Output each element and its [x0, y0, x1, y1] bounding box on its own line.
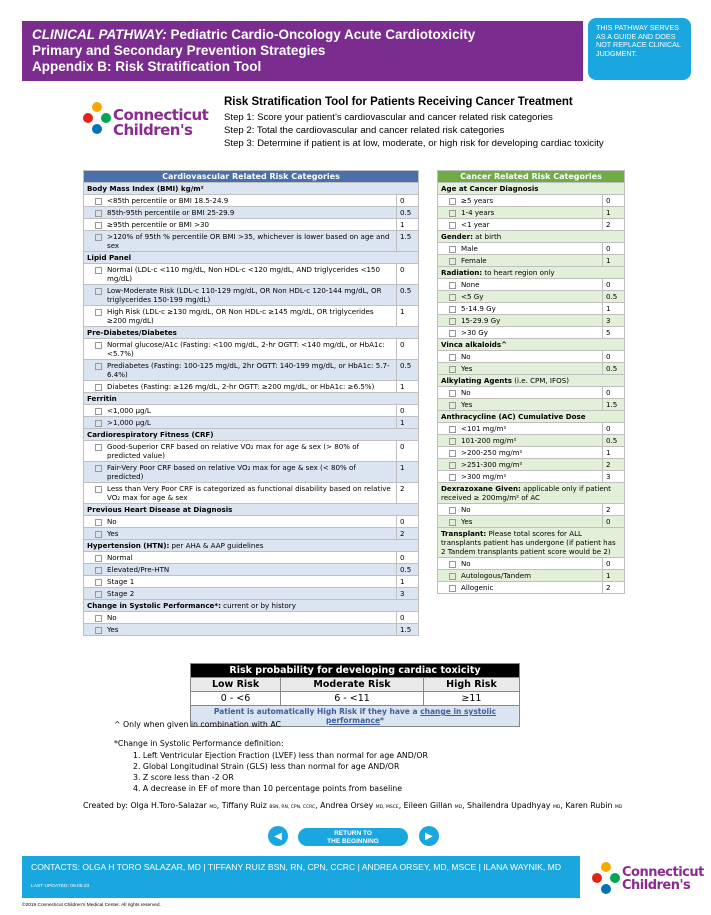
option-label: Yes [461, 517, 473, 526]
return-label-2: THE BEGINNING [327, 837, 379, 845]
section-title: Ferritin [87, 394, 117, 403]
intro [224, 96, 644, 150]
risk-option-row [438, 195, 625, 207]
risk-option-row [84, 285, 419, 306]
section-title: Pre-Diabetes/Diabetes [87, 328, 177, 337]
step-1: Step 1: Score your patient’s cardiovascular and cancer related risk categories [224, 112, 553, 123]
option-score: 0 [397, 441, 419, 462]
section-header-anthracycline [438, 411, 625, 423]
low-risk-range: 0 - <6 [191, 692, 281, 706]
option-label: 1-4 years [461, 208, 495, 217]
section-header-dexrazoxane [438, 483, 625, 504]
option-score: 2 [397, 483, 419, 504]
checkbox[interactable] [95, 198, 102, 205]
risk-option-row [84, 564, 419, 576]
option-label: 5-14.9 Gy [461, 304, 496, 313]
section-subtitle: applicable only if patient received ≥ 200mg/m² of AC [441, 484, 611, 502]
checkbox[interactable] [449, 294, 456, 301]
option-score: 0 [397, 552, 419, 564]
copyright: ©2019 Connecticut Children's Medical Center. All rights reserved. [22, 903, 161, 908]
option-score: 2 [603, 459, 625, 471]
checkbox[interactable] [95, 342, 102, 349]
risk-option-row [438, 570, 625, 582]
checkbox[interactable] [449, 318, 456, 325]
connecticut-childrens-logo [83, 102, 209, 142]
option-score: 3 [603, 471, 625, 483]
step-2: Step 2: Total the cardiovascular and cancer related risk categories [224, 125, 505, 136]
option-score: 0 [603, 351, 625, 363]
option-label: No [461, 352, 471, 361]
section-subtitle: current or by history [220, 601, 296, 610]
option-label: <101 mg/m² [461, 424, 507, 433]
option-label: High Risk (LDL-c ≥130 mg/dL, OR Non HDL-c ≥145 mg/dL, OR triglycerides ≥200 mg/dL) [107, 307, 374, 325]
author-credentials: MD, MSCE [375, 805, 399, 810]
option-score: 0 [397, 516, 419, 528]
section-title: Previous Heart Disease at Diagnosis [87, 505, 233, 514]
cardiovascular-risk-table [83, 170, 419, 636]
author-name: Tiffany Ruiz [221, 801, 267, 810]
option-label: >30 Gy [461, 328, 488, 337]
risk-option-row [84, 612, 419, 624]
checkbox[interactable] [449, 585, 456, 592]
section-header-radiation [438, 267, 625, 279]
option-label: >1,000 µg/L [107, 418, 151, 427]
section-subtitle: (i.e. CPM, IFOS) [511, 376, 569, 385]
systolic-definitions [133, 750, 428, 794]
checkbox[interactable] [95, 615, 102, 622]
option-score: 2 [603, 219, 625, 231]
section-header-alkylating [438, 375, 625, 387]
option-label: No [461, 559, 471, 568]
checkbox[interactable] [449, 198, 456, 205]
contacts-text: CONTACTS: OLGA H TORO SALAZAR, MD | TIFFANY RUIZ BSN, RN, CPN, CCRC | ANDREA ORSEY, MD, MSCE | ILANA WAYNIK, MD [31, 862, 562, 872]
option-score: 0.5 [397, 564, 419, 576]
option-score: 1 [603, 255, 625, 267]
section-subtitle: at birth [472, 232, 502, 241]
risk-option-row [84, 552, 419, 564]
section-title: Body Mass Index (BMI) kg/m² [87, 184, 204, 193]
cancer-risk-table [437, 170, 625, 594]
checkbox[interactable] [449, 354, 456, 361]
option-label: Normal [107, 553, 133, 562]
option-score: 0 [603, 279, 625, 291]
section-title: Age at Cancer Diagnosis [441, 184, 539, 193]
risk-option-row [84, 207, 419, 219]
option-score: 1.5 [397, 624, 419, 636]
return-label-1: RETURN TO [334, 830, 372, 837]
pathway-label: CLINICAL PATHWAY: [32, 27, 167, 42]
definition-item: 3. Z score less than -2 OR [133, 773, 234, 782]
author-name: Andrea Orsey [320, 801, 374, 810]
checkbox[interactable] [95, 384, 102, 391]
checkbox[interactable] [449, 450, 456, 457]
risk-option-row [84, 381, 419, 393]
option-label: Male [461, 244, 478, 253]
option-label: 85th-95th percentile or BMI 25-29.9 [107, 208, 235, 217]
option-label: Elevated/Pre-HTN [107, 565, 170, 574]
section-header-crf [84, 429, 419, 441]
option-label: Yes [107, 529, 119, 538]
checkbox[interactable] [95, 555, 102, 562]
option-label: Low-Moderate Risk (LDL-c 110-129 mg/dL, OR Non HDL-c 120-144 mg/dL, OR triglycerides 150-199 mg/dL) [107, 286, 382, 304]
risk-option-row [84, 516, 419, 528]
risk-option-row [438, 447, 625, 459]
option-label: Stage 1 [107, 577, 135, 586]
option-label: Autologous/Tandem [461, 571, 531, 580]
checkbox[interactable] [449, 222, 456, 229]
risk-option-row [438, 582, 625, 594]
checkbox[interactable] [95, 465, 102, 472]
option-label: >300 mg/m² [461, 472, 507, 481]
risk-option-row [438, 363, 625, 375]
option-score: 0 [397, 405, 419, 417]
option-score: 2 [603, 582, 625, 594]
section-header-ferritin [84, 393, 419, 405]
option-label: Fair-Very Poor CRF based on relative VO₂ max for age & sex (< 80% of predicted) [107, 463, 356, 481]
author-credentials: MD [209, 805, 217, 810]
section-header-prev_heart [84, 504, 419, 516]
option-label: Female [461, 256, 487, 265]
option-score: 0.5 [397, 285, 419, 306]
checkbox[interactable] [449, 330, 456, 337]
risk-option-row [438, 516, 625, 528]
section-header-transplant [438, 528, 625, 558]
systolic-link[interactable]: change in systolic performance [326, 707, 497, 725]
option-score: 0 [603, 387, 625, 399]
option-score: 0.5 [603, 291, 625, 303]
logo-text-line2: Children's [113, 121, 193, 139]
option-score: 0 [397, 339, 419, 360]
section-title: Dexrazoxane Given: [441, 484, 521, 493]
checkbox[interactable] [95, 288, 102, 295]
risk-option-row [438, 399, 625, 411]
option-score: 0 [603, 243, 625, 255]
option-label: Yes [461, 364, 473, 373]
checkbox[interactable] [449, 366, 456, 373]
section-title: Transplant: [441, 529, 487, 538]
risk-option-row [84, 219, 419, 231]
checkbox[interactable] [449, 246, 456, 253]
risk-option-row [438, 303, 625, 315]
option-label: >120% of 95th % percentile OR BMI >35, whichever is lower based on age and sex [107, 232, 390, 250]
author-credentials: MD [454, 805, 463, 810]
option-score: 2 [397, 528, 419, 540]
section-title: Anthracycline (AC) Cumulative Dose [441, 412, 586, 421]
created-by-label: Created by: [83, 801, 131, 810]
section-title: Gender: [441, 232, 473, 241]
option-score: 0 [397, 612, 419, 624]
option-score: 0 [397, 195, 419, 207]
option-label: Yes [461, 400, 473, 409]
arrow-right-icon: ▶ [419, 826, 439, 846]
pathway-title: Pediatric Cardio-Oncology Acute Cardiotoxicity [166, 27, 476, 42]
risk-option-row [84, 483, 419, 504]
option-score: 5 [603, 327, 625, 339]
risk-option-row [438, 207, 625, 219]
option-label: ≥95th percentile or BMI >30 [107, 220, 210, 229]
author-name: Karen Rubin [565, 801, 613, 810]
risk-option-row [84, 462, 419, 483]
risk-option-row [438, 558, 625, 570]
risk-option-row [84, 624, 419, 636]
checkbox[interactable] [95, 519, 102, 526]
checkbox[interactable] [95, 210, 102, 217]
step-3: Step 3: Determine if patient is at low, moderate, or high risk for developing cardiac toxicity [224, 138, 604, 149]
option-label: Stage 2 [107, 589, 135, 598]
appendix-title: Appendix B: Risk Stratification Tool [32, 59, 262, 74]
tool-title: Risk Stratification Tool for Patients Receiving Cancer Treatment [224, 96, 573, 108]
risk-option-row [84, 441, 419, 462]
checkbox[interactable] [95, 444, 102, 451]
option-label: None [461, 280, 480, 289]
checkbox[interactable] [95, 567, 102, 574]
last-updated: LAST UPDATED: 09.08.23 [31, 884, 90, 889]
option-label: Allogenic [461, 583, 494, 592]
option-label: No [107, 613, 117, 622]
option-score: 0 [397, 264, 419, 285]
option-score: 0.5 [397, 207, 419, 219]
risk-option-row [84, 264, 419, 285]
risk-option-row [438, 351, 625, 363]
definition-item: 2. Global Longitudinal Strain (GLS) less than normal for age AND/OR [133, 762, 400, 771]
section-title: Radiation: [441, 268, 483, 277]
author-credentials: BSN, RN, CPN, CCRC [269, 805, 316, 810]
risk-option-row [438, 279, 625, 291]
option-score: 1 [397, 417, 419, 429]
option-label: <1 year [461, 220, 490, 229]
checkbox[interactable] [449, 210, 456, 217]
option-score: 1 [603, 303, 625, 315]
checkbox[interactable] [449, 438, 456, 445]
option-label: >200-250 mg/m² [461, 448, 523, 457]
option-score: 2 [603, 504, 625, 516]
checkbox[interactable] [449, 519, 456, 526]
risk-option-row [438, 243, 625, 255]
option-score: 1.5 [397, 231, 419, 252]
note-asterisk: * [380, 716, 384, 725]
checkbox[interactable] [449, 462, 456, 469]
checkbox[interactable] [95, 309, 102, 316]
caret-footnote: ^ Only when given in combination with AC [114, 720, 281, 729]
option-label: 15-29.9 Gy [461, 316, 501, 325]
author-name: Olga H.Toro-Salazar [130, 801, 207, 810]
section-title: Lipid Panel [87, 253, 132, 262]
risk-option-row [438, 219, 625, 231]
checkbox[interactable] [95, 222, 102, 229]
section-header-lipid [84, 252, 419, 264]
option-score: 0 [603, 195, 625, 207]
moderate-risk-label: Moderate Risk [281, 678, 424, 692]
low-risk-label: Low Risk [191, 678, 281, 692]
cardiovascular-heading: Cardiovascular Related Risk Categories [84, 171, 419, 183]
risk-option-row [84, 576, 419, 588]
risk-option-row [84, 306, 419, 327]
option-score: 1.5 [603, 399, 625, 411]
risk-probability-table [190, 663, 520, 727]
checkbox[interactable] [449, 402, 456, 409]
high-risk-label: High Risk [423, 678, 519, 692]
option-label: No [461, 388, 471, 397]
option-label: Less than Very Poor CRF is categorized as functional disability based on relative VO₂ max for age & sex [107, 484, 391, 502]
risk-option-row [84, 588, 419, 600]
moderate-risk-range: 6 - <11 [281, 692, 424, 706]
risk-option-row [84, 405, 419, 417]
pathway-subtitle: Primary and Secondary Prevention Strategies [32, 43, 326, 58]
risk-option-row [438, 255, 625, 267]
section-header-gender [438, 231, 625, 243]
risk-option-row [438, 423, 625, 435]
option-score: 1 [397, 576, 419, 588]
checkbox[interactable] [95, 627, 102, 634]
section-subtitle: to heart region only [482, 268, 555, 277]
checkbox[interactable] [95, 267, 102, 274]
risk-option-row [438, 315, 625, 327]
option-score: 0 [603, 516, 625, 528]
option-score: 1 [603, 570, 625, 582]
note-text: Patient is automatically High Risk if they have a [213, 707, 421, 716]
return-to-beginning-button[interactable] [298, 828, 408, 846]
checkbox[interactable] [95, 363, 102, 370]
risk-option-row [438, 459, 625, 471]
created-by: Created by: Olga H.Toro-Salazar MD, Tiffany Ruiz BSN, RN, CPN, CCRC, Andrea Orsey MD, MSCE, Eileen Gillan MD, Shailendra Upadhyay MD, Karen Rubin MD [83, 801, 623, 810]
checkbox[interactable] [449, 426, 456, 433]
option-score: 3 [397, 588, 419, 600]
option-label: Prediabetes (Fasting: 100-125 mg/dL, 2hr OGTT: 140-199 mg/dL, or HbA1c: 5.7-6.4%) [107, 361, 390, 379]
checkbox[interactable] [449, 507, 456, 514]
option-score: 0.5 [603, 435, 625, 447]
option-score: 1 [397, 306, 419, 327]
risk-option-row [84, 528, 419, 540]
probability-title: Risk probability for developing cardiac toxicity [191, 664, 520, 678]
option-score: 0 [603, 558, 625, 570]
checkbox[interactable] [95, 486, 102, 493]
checkbox[interactable] [95, 579, 102, 586]
option-label: Yes [107, 625, 119, 634]
risk-option-row [438, 471, 625, 483]
option-score: 1 [603, 207, 625, 219]
risk-option-row [438, 435, 625, 447]
option-label: Good-Superior CRF based on relative VO₂ max for age & sex (> 80% of predicted value) [107, 442, 360, 460]
option-score: 0.5 [397, 360, 419, 381]
option-label: ≥5 years [461, 196, 494, 205]
checkbox[interactable] [449, 474, 456, 481]
section-title: Hypertension (HTN): [87, 541, 170, 550]
section-title: Cardiorespiratory Fitness (CRF) [87, 430, 214, 439]
definition-item: 1. Left Ventricular Ejection Fraction (LVEF) less than normal for age AND/OR [133, 751, 428, 760]
next-button[interactable] [419, 826, 439, 846]
risk-option-row [438, 327, 625, 339]
logo-mark-icon [83, 102, 111, 136]
option-label: No [107, 517, 117, 526]
section-header-diabetes [84, 327, 419, 339]
risk-option-row [84, 360, 419, 381]
footer-logo [592, 862, 711, 902]
checkbox[interactable] [95, 531, 102, 538]
disclaimer-badge: THIS PATHWAY SERVES AS A GUIDE AND DOES NOT REPLACE CLINICAL JUDGMENT. [588, 18, 691, 80]
option-label: <5 Gy [461, 292, 484, 301]
section-header-bmi [84, 183, 419, 195]
option-score: 0.5 [603, 363, 625, 375]
option-score: 1 [397, 381, 419, 393]
systolic-definition-title: *Change in Systolic Performance definition: [114, 739, 284, 748]
section-title: Alkylating Agents [441, 376, 512, 385]
high-risk-range: ≥11 [423, 692, 519, 706]
option-label: Diabetes (Fasting: ≥126 mg/dL, 2-hr OGTT: ≥200 mg/dL, or HbA1c: ≥6.5%) [107, 382, 375, 391]
pathway-header [22, 21, 583, 81]
option-label: Normal glucose/A1c (Fasting: <100 mg/dL, 2-hr OGTT: <140 mg/dL, or HbA1c: <5.7%) [107, 340, 385, 358]
option-label: <85th percentile or BMI 18.5-24.9 [107, 196, 229, 205]
section-header-htn [84, 540, 419, 552]
section-title: Vinca alkaloids^ [441, 340, 508, 349]
contacts-footer [22, 856, 580, 898]
option-label: >251-300 mg/m² [461, 460, 523, 469]
checkbox[interactable] [449, 561, 456, 568]
logo-text-line1: Connecticut [622, 865, 704, 880]
checkbox[interactable] [95, 591, 102, 598]
checkbox[interactable] [449, 282, 456, 289]
option-label: Normal (LDL-c <110 mg/dL, Non HDL-c <120 mg/dL, AND triglycerides <150 mg/dL) [107, 265, 381, 283]
definition-item: 4. A decrease in EF of more than 10 percentage points from baseline [133, 784, 403, 793]
section-header-vinca [438, 339, 625, 351]
arrow-left-icon: ◀ [268, 826, 288, 846]
author-credentials: MD [614, 805, 623, 810]
risk-option-row [438, 387, 625, 399]
author-name: Eileen Gillan [403, 801, 453, 810]
risk-option-row [84, 339, 419, 360]
section-header-age [438, 183, 625, 195]
option-label: 101-200 mg/m² [461, 436, 517, 445]
checkbox[interactable] [449, 573, 456, 580]
option-score: 1 [397, 462, 419, 483]
author-name: Shailendra Upadhyay [467, 801, 551, 810]
risk-option-row [84, 417, 419, 429]
checkbox[interactable] [95, 420, 102, 427]
checkbox[interactable] [449, 306, 456, 313]
option-label: No [461, 505, 471, 514]
logo-text-line1: Connecticut [113, 106, 209, 124]
option-label: <1,000 µg/L [107, 406, 151, 415]
risk-option-row [84, 231, 419, 252]
checkbox[interactable] [95, 234, 102, 241]
risk-option-row [84, 195, 419, 207]
risk-option-row [438, 291, 625, 303]
section-subtitle: Please total scores for ALL transplants patient has undergone (if patient has 2 Tandem transplants patient score would be 2) [441, 529, 616, 556]
risk-option-row [438, 504, 625, 516]
checkbox[interactable] [449, 258, 456, 265]
option-score: 1 [603, 447, 625, 459]
cancer-heading: Cancer Related Risk Categories [438, 171, 625, 183]
section-subtitle: per AHA & AAP guidelines [169, 541, 264, 550]
checkbox[interactable] [95, 408, 102, 415]
checkbox[interactable] [449, 390, 456, 397]
logo-mark-icon [592, 862, 620, 896]
logo-text-line2: Children's [622, 878, 691, 893]
option-score: 1 [397, 219, 419, 231]
previous-button[interactable] [268, 826, 288, 846]
option-score: 3 [603, 315, 625, 327]
option-score: 0 [603, 423, 625, 435]
author-credentials: MD [553, 805, 561, 810]
section-header-systolic [84, 600, 419, 612]
section-title: Change in Systolic Performance*: [87, 601, 221, 610]
